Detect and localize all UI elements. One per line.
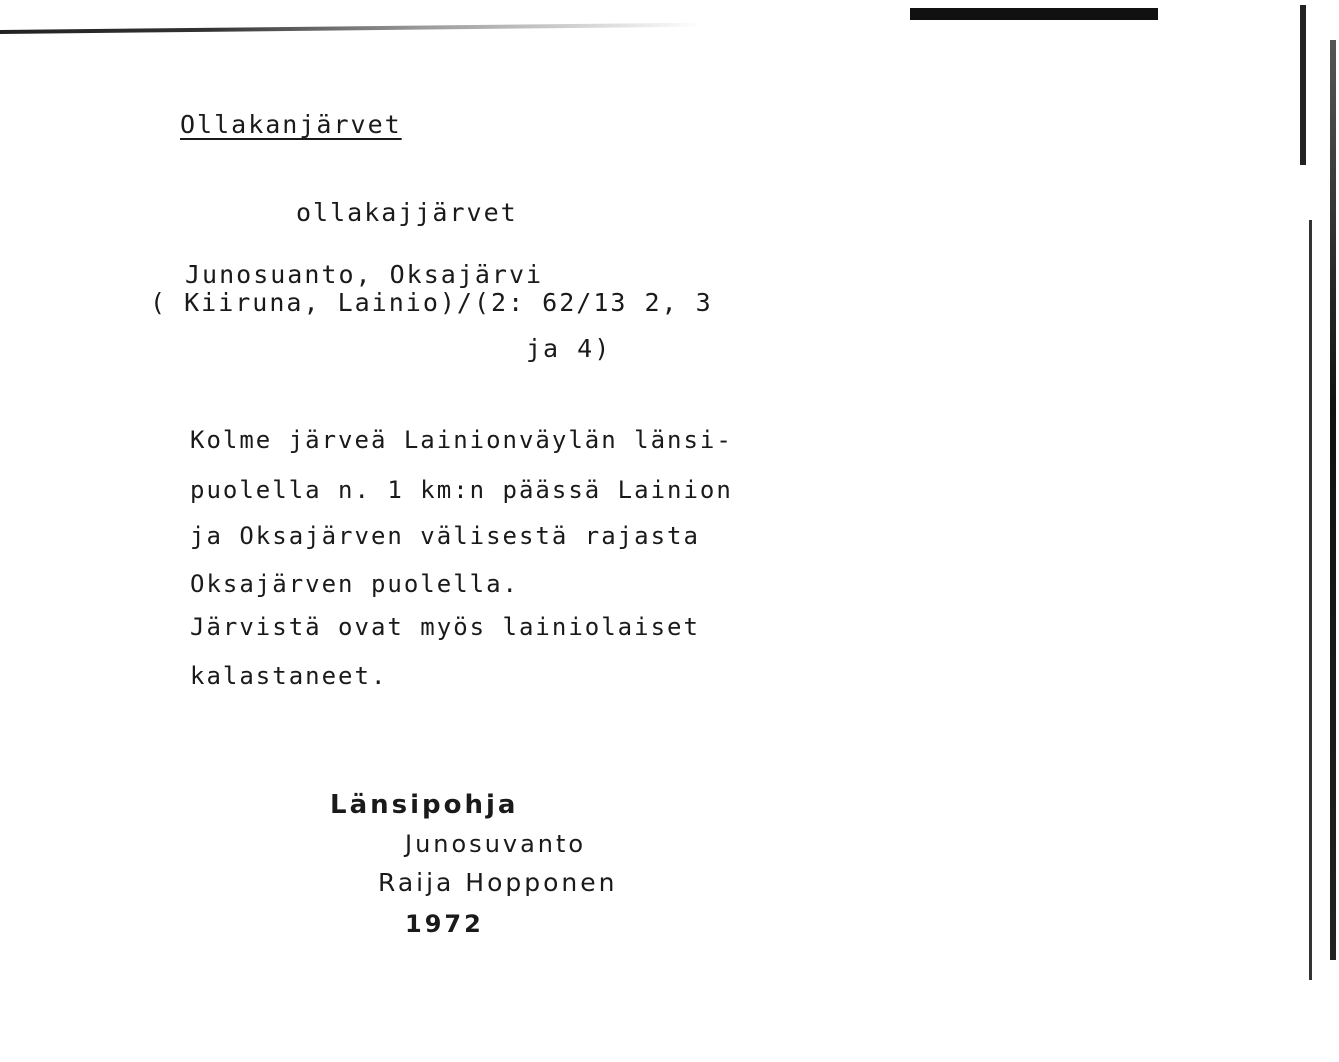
scan-artifact-right-line	[1309, 220, 1312, 980]
place-line-1: Junosuanto, Oksajärvi	[185, 260, 544, 289]
signature-collector: Raija Hopponen	[378, 868, 618, 897]
place-line-3: ja 4)	[526, 334, 612, 363]
description-line: ja Oksajärven välisestä rajasta	[190, 522, 700, 550]
name-variant: ollakajjärvet	[296, 198, 518, 227]
scan-artifact-top-bar	[910, 8, 1158, 20]
place-line-2: ( Kiiruna, Lainio)/(2: 62/13 2, 3	[150, 288, 713, 317]
description-line: Kolme järveä Lainionväylän länsi-	[190, 426, 733, 454]
description-line: Oksajärven puolella.	[190, 570, 519, 598]
description-line: Järvistä ovat myös lainiolaiset	[190, 613, 700, 641]
scan-artifact-right-edge	[1300, 5, 1306, 165]
signature-year: 1972	[405, 910, 484, 938]
scan-artifact-right-border	[1330, 40, 1336, 960]
description-line: kalastaneet.	[190, 662, 388, 690]
signature-region: Länsipohja	[330, 790, 519, 820]
description-line: puolella n. 1 km:n päässä Lainion	[190, 476, 733, 504]
signature-parish: Junosuvanto	[405, 830, 587, 858]
scan-artifact-top-line	[0, 23, 700, 34]
card-title: Ollakanjärvet	[180, 110, 402, 139]
